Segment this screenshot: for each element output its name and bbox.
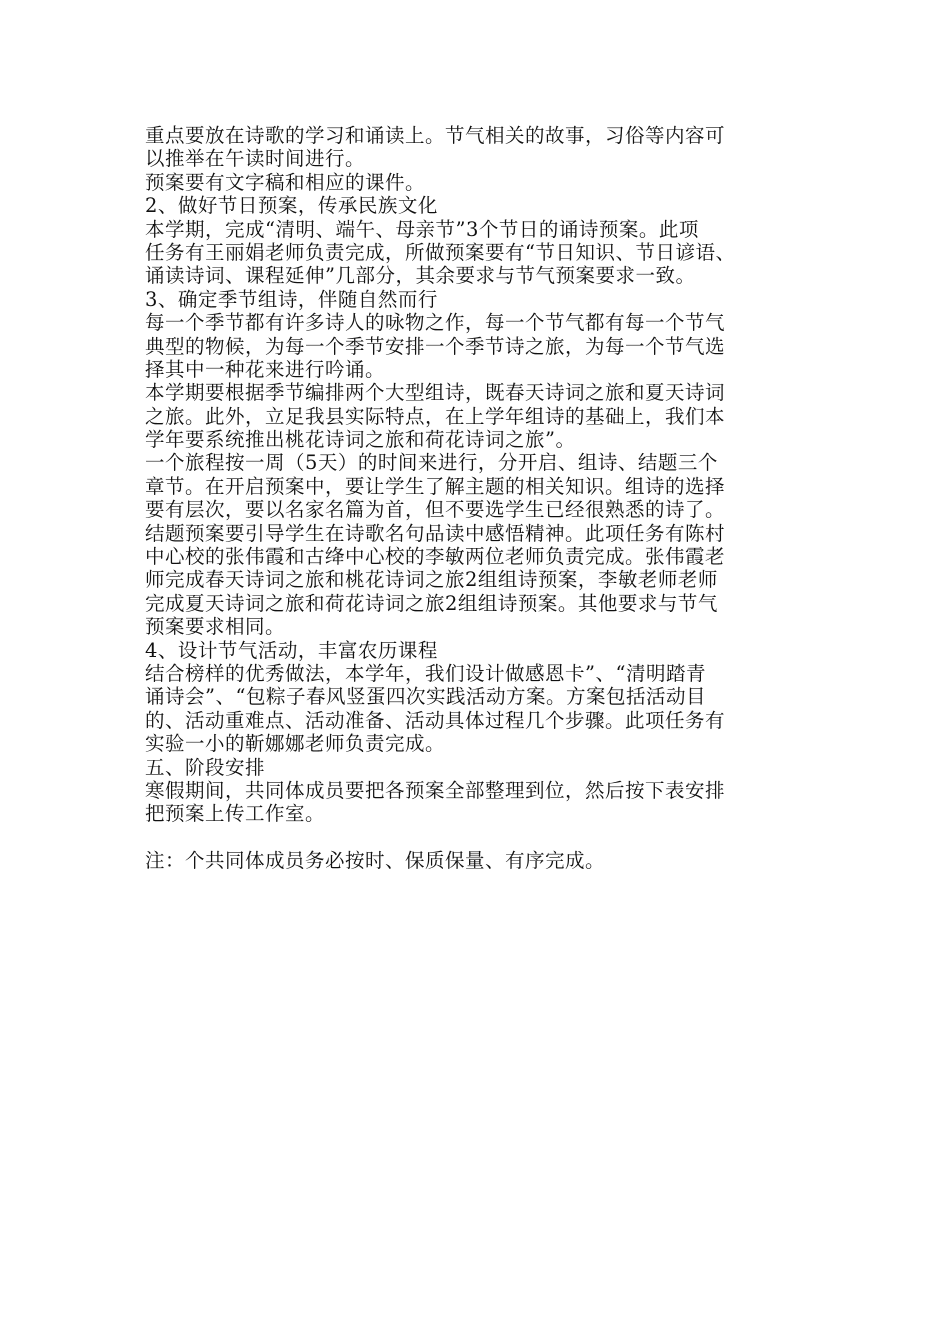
text-line: 要有层次，要以名家名篇为首，但不要选学生已经很熟悉的诗了。 — [145, 498, 726, 522]
text-line: 预案要有文字稿和相应的课件。 — [145, 170, 426, 194]
text-line: 预案要求相同。 — [145, 615, 286, 639]
text-line: 完成夏天诗词之旅和荷花诗词之旅2组组诗预案。其他要求与节气 — [145, 591, 718, 615]
text-line: 之旅。此外，立足我县实际特点，在上学年组诗的基础上，我们本 — [145, 404, 726, 428]
text-line: 重点要放在诗歌的学习和诵读上。节气相关的故事，习俗等内容可 — [145, 124, 726, 147]
section-heading: 五、阶段安排 — [145, 755, 266, 779]
text-line: 本学期，完成“清明、端午、母亲节”3个节日的诵诗预案。此项 — [145, 217, 699, 241]
text-line: 学年要系统推出桃花诗词之旅和荷花诗词之旅”。 — [145, 428, 576, 452]
text-line: 寒假期间，共同体成员要把各预案全部整理到位，然后按下表安排 — [145, 778, 726, 802]
text-line: 以推举在午读时间进行。 — [145, 147, 366, 171]
text-line: 每一个季节都有许多诗人的咏物之作，每一个节气都有每一个节气 — [145, 311, 726, 335]
text-line: 中心校的张伟霞和古绛中心校的李敏两位老师负责完成。张伟霞老 — [145, 545, 726, 569]
section-heading: 3、确定季节组诗，伴随自然而行 — [145, 287, 438, 311]
text-line: 的、活动重难点、活动准备、活动具体过程几个步骤。此项任务有 — [145, 708, 726, 732]
text-line: 一个旅程按一周（5天）的时间来进行，分开启、组诗、结题三个 — [145, 451, 718, 475]
text-line: 典型的物候，为每一个季节安排一个季节诗之旅，为每一个节气选 — [145, 334, 726, 358]
text-line: 把预案上传工作室。 — [145, 802, 326, 826]
text-line: 结合榜样的优秀做法，本学年，我们设计做感恩卡”、“清明踏青 — [145, 661, 706, 685]
blank-line — [145, 826, 825, 849]
text-line: 实验一小的靳娜娜老师负责完成。 — [145, 732, 446, 756]
document-body — [145, 124, 825, 873]
text-line: 任务有王丽娟老师负责完成，所做预案要有“节日知识、节日谚语、 — [145, 240, 736, 264]
text-line: 结题预案要引导学生在诗歌名句品读中感悟精神。此项任务有陈村 — [145, 521, 726, 545]
text-line: 章节。在开启预案中，要让学生了解主题的相关知识。组诗的选择 — [145, 474, 726, 498]
text-line: 本学期要根据季节编排两个大型组诗，既春天诗词之旅和夏天诗词 — [145, 381, 726, 405]
section-heading: 4、设计节气活动，丰富农历课程 — [145, 638, 438, 662]
text-line: 择其中一种花来进行吟诵。 — [145, 357, 386, 381]
text-line: 诵诗会”、“包粽子春风竖蛋四次实践活动方案。方案包括活动目 — [145, 685, 706, 709]
note-line: 注：个共同体成员务必按时、保质保量、有序完成。 — [145, 849, 606, 873]
text-line: 诵读诗词、课程延伸”几部分，其余要求与节气预案要求一致。 — [145, 264, 696, 288]
section-heading: 2、做好节日预案，传承民族文化 — [145, 194, 438, 218]
text-line: 师完成春天诗词之旅和桃花诗词之旅2组组诗预案，李敏老师老师 — [145, 568, 718, 592]
